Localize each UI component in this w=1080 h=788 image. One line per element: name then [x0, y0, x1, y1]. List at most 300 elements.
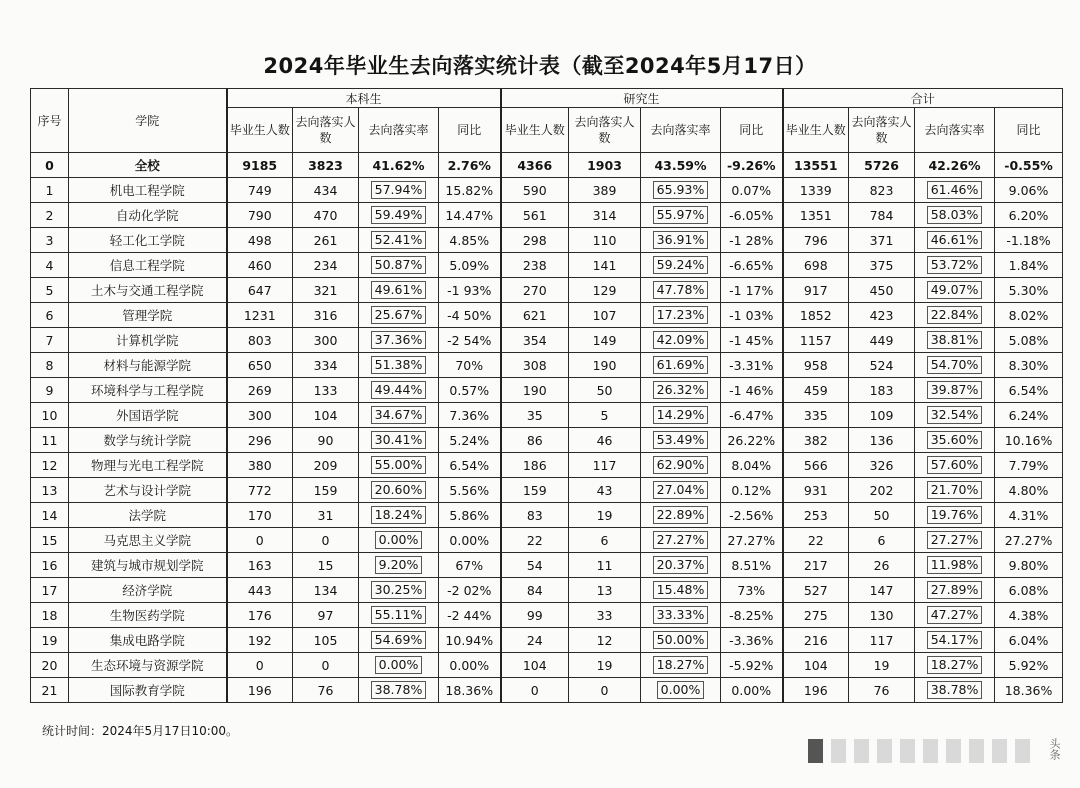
cell-u-yoy-value: 0.00% [449, 532, 490, 548]
cell-u-placed-value: 261 [313, 232, 338, 248]
header-seq: 序号 [31, 89, 69, 153]
cell-u-placed [293, 503, 359, 528]
cell-college-value: 环境科学与工程学院 [90, 383, 204, 398]
cell-u-graduates-value: 0 [255, 657, 264, 673]
cell-g-yoy [721, 353, 783, 378]
cell-t-rate [915, 628, 995, 653]
cell-g-graduates-value: 99 [526, 607, 543, 623]
cell-g-placed [569, 303, 641, 328]
cell-g-yoy [721, 178, 783, 203]
cell-t-graduates-value: 931 [803, 482, 828, 498]
cell-t-yoy-value: 5.08% [1008, 332, 1049, 348]
cell-g-rate-value: 61.69% [653, 356, 709, 374]
cell-seq-value: 0 [45, 157, 54, 173]
cell-u-yoy [439, 353, 501, 378]
cell-u-graduates [227, 653, 293, 678]
cell-g-graduates-value: 190 [522, 382, 547, 398]
cell-t-graduates-value: 13551 [794, 157, 838, 173]
cell-t-yoy-value: 10.16% [1004, 432, 1053, 448]
cell-u-placed-value: 0 [321, 532, 330, 548]
cell-g-placed [569, 603, 641, 628]
cell-u-yoy-value: 5.56% [449, 482, 490, 498]
cell-seq [31, 153, 69, 178]
cell-g-yoy [721, 503, 783, 528]
cell-u-placed-value: 15 [317, 557, 334, 573]
cell-g-graduates [501, 478, 569, 503]
cell-seq-value: 3 [45, 232, 54, 248]
cell-t-yoy-value: 18.36% [1004, 682, 1053, 698]
cell-college-value: 物理与光电工程学院 [90, 458, 204, 473]
cell-seq-value: 8 [45, 357, 54, 373]
cell-t-placed [849, 653, 915, 678]
cell-seq-value: 2 [45, 207, 54, 223]
cell-g-yoy-value: -9.26% [726, 157, 776, 173]
cell-g-yoy [721, 453, 783, 478]
cell-t-graduates-value: 917 [803, 282, 828, 298]
cell-t-yoy [995, 453, 1063, 478]
cell-u-yoy [439, 378, 501, 403]
cell-t-yoy [995, 628, 1063, 653]
cell-seq-value: 7 [45, 332, 54, 348]
cell-g-placed [569, 578, 641, 603]
cell-seq [31, 303, 69, 328]
cell-g-placed-value: 6 [600, 532, 609, 548]
cell-g-yoy [721, 653, 783, 678]
cell-college-value: 土木与交通工程学院 [90, 283, 204, 298]
cell-g-graduates-value: 0 [530, 682, 539, 698]
cell-g-graduates [501, 228, 569, 253]
cell-t-placed-value: 136 [869, 432, 894, 448]
cell-college-value: 外国语学院 [115, 408, 179, 423]
cell-u-yoy-value: 7.36% [449, 407, 490, 423]
cell-seq-value: 17 [41, 582, 58, 598]
cell-g-placed-value: 141 [592, 257, 617, 273]
cell-t-yoy [995, 478, 1063, 503]
cell-u-placed-value: 321 [313, 282, 338, 298]
cell-seq [31, 278, 69, 303]
cell-seq [31, 228, 69, 253]
cell-seq [31, 503, 69, 528]
cell-t-rate-value: 47.27% [927, 606, 983, 624]
cell-g-rate [641, 528, 721, 553]
cell-u-rate-value: 50.87% [371, 256, 427, 274]
cell-g-placed-value: 12 [596, 632, 613, 648]
table-row [31, 403, 1063, 428]
cell-u-rate [359, 278, 439, 303]
cell-g-rate [641, 503, 721, 528]
cell-g-rate [641, 428, 721, 453]
cell-u-graduates-value: 803 [247, 332, 272, 348]
cell-t-yoy [995, 353, 1063, 378]
cell-t-yoy-value: 5.30% [1008, 282, 1049, 298]
cell-seq-value: 16 [41, 557, 58, 573]
indicator-bar [831, 739, 846, 763]
cell-t-placed-value: 524 [869, 357, 894, 373]
cell-g-placed [569, 253, 641, 278]
cell-g-yoy-value: -5.92% [729, 657, 774, 673]
cell-college [69, 603, 227, 628]
cell-g-placed-value: 0 [600, 682, 609, 698]
cell-g-yoy [721, 553, 783, 578]
cell-seq-value: 20 [41, 657, 58, 673]
cell-t-yoy [995, 528, 1063, 553]
cell-u-yoy [439, 178, 501, 203]
cell-t-rate [915, 528, 995, 553]
cell-u-placed-value: 3823 [308, 157, 343, 173]
cell-u-rate [359, 428, 439, 453]
cell-g-graduates-value: 35 [526, 407, 543, 423]
cell-g-rate-value: 65.93% [653, 181, 709, 199]
cell-t-rate [915, 653, 995, 678]
cell-u-placed-value: 0 [321, 657, 330, 673]
cell-g-graduates [501, 678, 569, 703]
cell-t-yoy-value: 27.27% [1004, 532, 1053, 548]
header-t-placed: 去向落实人数 [849, 108, 915, 153]
table-row [31, 303, 1063, 328]
cell-t-placed [849, 478, 915, 503]
cell-g-yoy-value: 0.00% [731, 682, 772, 698]
cell-t-placed-value: 50 [873, 507, 890, 523]
cell-g-graduates-value: 83 [526, 507, 543, 523]
cell-college [69, 328, 227, 353]
cell-t-rate [915, 378, 995, 403]
cell-t-placed-value: 326 [869, 457, 894, 473]
cell-u-yoy-value: 6.54% [449, 457, 490, 473]
cell-g-yoy-value: -6.65% [729, 257, 774, 273]
cell-seq [31, 478, 69, 503]
cell-g-rate-value: 27.27% [653, 531, 709, 549]
header-u-graduates: 毕业生人数 [227, 108, 293, 153]
cell-t-yoy [995, 303, 1063, 328]
cell-t-placed-value: 183 [869, 382, 894, 398]
cell-u-placed [293, 228, 359, 253]
cell-college-value: 艺术与设计学院 [103, 483, 191, 498]
cell-u-rate-value: 54.69% [371, 631, 427, 649]
cell-t-graduates-value: 566 [803, 457, 828, 473]
cell-u-graduates [227, 403, 293, 428]
cell-seq-value: 15 [41, 532, 58, 548]
cell-t-placed [849, 178, 915, 203]
cell-t-placed [849, 553, 915, 578]
cell-u-yoy-value: 0.57% [449, 382, 490, 398]
cell-u-yoy [439, 628, 501, 653]
cell-g-rate [641, 603, 721, 628]
cell-t-yoy [995, 678, 1063, 703]
cell-t-graduates [783, 503, 849, 528]
cell-t-yoy [995, 603, 1063, 628]
cell-seq-value: 4 [45, 257, 54, 273]
cell-t-rate [915, 403, 995, 428]
cell-t-rate [915, 228, 995, 253]
cell-u-graduates [227, 603, 293, 628]
cell-t-graduates [783, 603, 849, 628]
indicator-bar [946, 739, 961, 763]
cell-t-graduates-value: 253 [803, 507, 828, 523]
cell-t-placed [849, 503, 915, 528]
cell-u-placed [293, 403, 359, 428]
cell-u-graduates [227, 253, 293, 278]
cell-u-rate-value: 9.20% [375, 556, 423, 574]
cell-seq [31, 603, 69, 628]
cell-u-rate-value: 55.11% [371, 606, 427, 624]
cell-g-yoy [721, 153, 783, 178]
table-row [31, 678, 1063, 703]
cell-t-placed [849, 353, 915, 378]
cell-u-placed [293, 428, 359, 453]
cell-t-rate [915, 553, 995, 578]
cell-t-placed [849, 403, 915, 428]
cell-college [69, 403, 227, 428]
cell-t-graduates-value: 216 [803, 632, 828, 648]
cell-t-rate-value: 32.54% [927, 406, 983, 424]
cell-t-graduates-value: 104 [803, 657, 828, 673]
cell-g-placed [569, 353, 641, 378]
cell-g-rate [641, 328, 721, 353]
cell-g-placed [569, 553, 641, 578]
cell-t-graduates-value: 1351 [799, 207, 832, 223]
cell-g-yoy [721, 378, 783, 403]
cell-t-rate-value: 54.70% [927, 356, 983, 374]
cell-g-graduates-value: 186 [522, 457, 547, 473]
cell-g-yoy [721, 478, 783, 503]
cell-t-yoy [995, 278, 1063, 303]
cell-t-graduates [783, 653, 849, 678]
cell-u-rate [359, 553, 439, 578]
cell-seq-value: 5 [45, 282, 54, 298]
cell-t-yoy-value: 9.80% [1008, 557, 1049, 573]
cell-t-yoy [995, 378, 1063, 403]
cell-u-placed-value: 159 [313, 482, 338, 498]
cell-t-rate [915, 178, 995, 203]
table-row [31, 578, 1063, 603]
cell-seq-value: 1 [45, 182, 54, 198]
cell-seq-value: 19 [41, 632, 58, 648]
cell-u-yoy-value: 15.82% [445, 182, 494, 198]
cell-college-value: 法学院 [128, 508, 166, 523]
cell-g-graduates [501, 253, 569, 278]
cell-u-rate-value: 34.67% [371, 406, 427, 424]
cell-g-graduates-value: 104 [522, 657, 547, 673]
cell-seq-value: 10 [41, 407, 58, 423]
cell-g-yoy [721, 603, 783, 628]
cell-g-rate-value: 62.90% [653, 456, 709, 474]
header-u-rate: 去向落实率 [359, 108, 439, 153]
cell-g-rate [641, 278, 721, 303]
cell-college [69, 453, 227, 478]
cell-u-graduates [227, 353, 293, 378]
cell-t-placed [849, 378, 915, 403]
cell-u-placed-value: 105 [313, 632, 338, 648]
cell-u-rate-value: 49.44% [371, 381, 427, 399]
cell-u-yoy [439, 478, 501, 503]
cell-g-rate [641, 303, 721, 328]
cell-g-graduates [501, 153, 569, 178]
cell-g-rate-value: 55.97% [653, 206, 709, 224]
cell-u-rate-value: 0.00% [375, 531, 423, 549]
cell-g-yoy [721, 328, 783, 353]
cell-t-rate [915, 153, 995, 178]
cell-t-graduates-value: 796 [803, 232, 828, 248]
cell-u-graduates [227, 228, 293, 253]
cell-g-rate-value: 42.09% [653, 331, 709, 349]
cell-g-rate [641, 228, 721, 253]
cell-u-yoy-value: -2 54% [447, 332, 492, 348]
table-row [31, 603, 1063, 628]
cell-g-rate-value: 22.89% [653, 506, 709, 524]
cell-u-graduates-value: 460 [247, 257, 272, 273]
cell-g-placed-value: 50 [596, 382, 613, 398]
cell-u-yoy-value: 18.36% [445, 682, 494, 698]
cell-g-yoy-value: -1 46% [729, 382, 774, 398]
cell-u-graduates [227, 178, 293, 203]
cell-college-value: 管理学院 [122, 308, 173, 323]
cell-u-graduates-value: 749 [247, 182, 272, 198]
cell-u-rate [359, 678, 439, 703]
cell-t-graduates-value: 958 [803, 357, 828, 373]
cell-u-graduates-value: 9185 [242, 157, 278, 173]
cell-t-graduates [783, 553, 849, 578]
cell-g-graduates [501, 453, 569, 478]
cell-t-placed-value: 450 [869, 282, 894, 298]
cell-g-rate [641, 553, 721, 578]
cell-t-graduates [783, 678, 849, 703]
cell-g-placed-value: 110 [592, 232, 617, 248]
cell-g-yoy [721, 578, 783, 603]
statistics-table [30, 88, 1063, 703]
cell-t-yoy-value: 4.38% [1008, 607, 1049, 623]
cell-g-placed-value: 107 [592, 307, 617, 323]
cell-u-graduates-value: 170 [247, 507, 272, 523]
cell-u-yoy-value: 70% [455, 357, 484, 373]
cell-g-placed [569, 328, 641, 353]
cell-t-yoy [995, 253, 1063, 278]
cell-u-yoy [439, 203, 501, 228]
cell-t-rate [915, 478, 995, 503]
cell-g-placed [569, 278, 641, 303]
cell-t-graduates [783, 178, 849, 203]
cell-t-graduates [783, 478, 849, 503]
cell-t-yoy-value: -1.18% [1006, 232, 1051, 248]
cell-g-placed [569, 678, 641, 703]
cell-t-placed-value: 784 [869, 207, 894, 223]
cell-u-yoy-value: 5.09% [449, 257, 490, 273]
cell-seq-value: 6 [45, 307, 54, 323]
cell-g-placed-value: 1903 [587, 157, 622, 173]
cell-g-graduates-value: 159 [522, 482, 547, 498]
cell-u-graduates [227, 303, 293, 328]
cell-u-rate [359, 453, 439, 478]
cell-g-placed-value: 314 [592, 207, 617, 223]
cell-u-rate-value: 18.24% [371, 506, 427, 524]
cell-g-graduates [501, 528, 569, 553]
cell-g-placed [569, 378, 641, 403]
cell-g-yoy [721, 303, 783, 328]
cell-u-placed [293, 478, 359, 503]
cell-u-placed-value: 31 [317, 507, 334, 523]
table-row [31, 553, 1063, 578]
cell-u-yoy-value: 5.86% [449, 507, 490, 523]
cell-g-rate [641, 403, 721, 428]
cell-t-placed [849, 328, 915, 353]
cell-u-rate-value: 0.00% [375, 656, 423, 674]
cell-t-yoy [995, 653, 1063, 678]
cell-u-rate [359, 528, 439, 553]
cell-g-rate [641, 678, 721, 703]
cell-g-yoy-value: 0.07% [731, 182, 772, 198]
cell-t-placed-value: 109 [869, 407, 894, 423]
cell-t-graduates-value: 1339 [799, 182, 832, 198]
cell-u-placed [293, 153, 359, 178]
cell-u-rate-value: 37.36% [371, 331, 427, 349]
cell-t-yoy-value: 6.24% [1008, 407, 1049, 423]
cell-g-rate [641, 178, 721, 203]
table-body [31, 153, 1063, 703]
cell-t-rate [915, 428, 995, 453]
cell-g-graduates [501, 278, 569, 303]
header-g-yoy: 同比 [721, 108, 783, 153]
cell-u-graduates-value: 772 [247, 482, 272, 498]
cell-t-rate [915, 278, 995, 303]
cell-college [69, 228, 227, 253]
cell-college [69, 278, 227, 303]
cell-t-placed [849, 203, 915, 228]
cell-g-placed-value: 389 [592, 182, 617, 198]
cell-u-placed [293, 653, 359, 678]
cell-u-yoy-value: -2 02% [447, 582, 492, 598]
cell-u-rate [359, 653, 439, 678]
cell-u-graduates [227, 278, 293, 303]
cell-seq [31, 453, 69, 478]
cell-college [69, 628, 227, 653]
cell-g-yoy [721, 228, 783, 253]
cell-g-placed-value: 149 [592, 332, 617, 348]
cell-u-yoy [439, 228, 501, 253]
cell-g-graduates-value: 4366 [517, 157, 553, 173]
cell-g-graduates [501, 653, 569, 678]
cell-g-placed [569, 153, 641, 178]
cell-u-yoy-value: -1 93% [447, 282, 492, 298]
cell-t-yoy-value: 1.84% [1008, 257, 1049, 273]
cell-t-yoy [995, 178, 1063, 203]
cell-t-graduates-value: 217 [803, 557, 828, 573]
cell-college-value: 自动化学院 [115, 208, 179, 223]
cell-college [69, 678, 227, 703]
header-g-placed: 去向落实人数 [569, 108, 641, 153]
cell-u-yoy-value: -4 50% [447, 307, 492, 323]
cell-g-yoy-value: -3.36% [729, 632, 774, 648]
cell-u-placed [293, 378, 359, 403]
cell-g-graduates [501, 353, 569, 378]
cell-t-graduates-value: 1157 [799, 332, 832, 348]
cell-g-graduates [501, 603, 569, 628]
cell-t-yoy [995, 428, 1063, 453]
cell-t-graduates-value: 698 [803, 257, 828, 273]
cell-t-graduates [783, 203, 849, 228]
cell-t-graduates [783, 253, 849, 278]
header-college: 学院 [69, 89, 227, 153]
cell-u-yoy-value: 2.76% [447, 157, 491, 173]
cell-u-yoy-value: -2 44% [447, 607, 492, 623]
cell-u-graduates [227, 553, 293, 578]
cell-t-placed [849, 278, 915, 303]
cell-t-placed [849, 228, 915, 253]
table-row [31, 228, 1063, 253]
cell-u-yoy [439, 528, 501, 553]
cell-t-placed-value: 147 [869, 582, 894, 598]
cell-t-rate-value: 27.27% [927, 531, 983, 549]
cell-u-yoy-value: 4.85% [449, 232, 490, 248]
cell-u-rate-value: 41.62% [372, 157, 425, 173]
